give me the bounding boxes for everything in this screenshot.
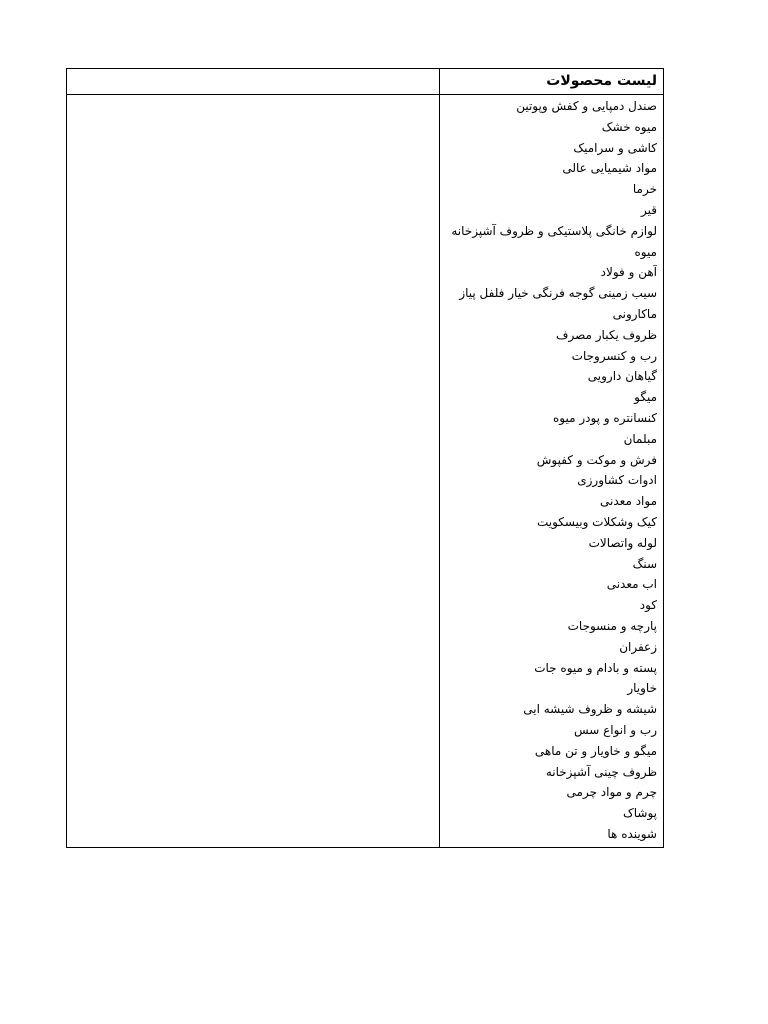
product-list-cell	[440, 95, 664, 848]
list-item: پوشاک	[623, 806, 657, 821]
list-item: صندل دمپایی و کفش وپوتین	[516, 99, 657, 113]
list-item: ظروف یکبار مصرف	[556, 327, 657, 342]
list-item: فرش و موکت و کفپوش	[536, 452, 657, 467]
list-item: لوله واتصالات	[588, 535, 657, 550]
list-item: کاشی و سرامیک	[573, 140, 657, 155]
list-item: کود	[639, 598, 657, 613]
list-item: میگو و خاویار و تن ماهی	[534, 743, 657, 758]
list-item: اب معدنی	[606, 577, 657, 592]
list-item: سنگ	[632, 556, 657, 571]
list-item: پسته و بادام و میوه جات	[534, 660, 657, 675]
list-item: قیر	[641, 202, 657, 217]
list-item: ماکارونی	[612, 306, 657, 321]
list-item: پارچه و منسوجات	[567, 618, 657, 633]
list-item: کنسانتره و پودر میوه	[552, 410, 657, 425]
list-item: شیشه و ظروف شیشه ایی	[523, 702, 657, 717]
table-body-row	[67, 95, 664, 848]
list-item: کیک وشکلات وبیسکویت	[536, 514, 657, 529]
list-item: چرم و مواد چرمی	[566, 785, 657, 800]
list-item: خرما	[632, 182, 657, 197]
list-item: مواد شیمیایی عالی	[562, 161, 657, 176]
list-item: میگو	[634, 390, 657, 405]
empty-header-cell	[67, 69, 440, 95]
empty-body-cell	[67, 95, 440, 848]
list-item: آهن و فولاد	[600, 265, 657, 280]
list-item: خاویار	[627, 681, 657, 696]
list-item: ظروف چینی آشپزخانه	[545, 764, 657, 779]
list-item: زعفران	[619, 639, 657, 654]
list-item: سیب زمینی گوجه فرنگی خیار فلفل پیاز	[459, 286, 657, 301]
list-item: مبلمان	[623, 431, 657, 446]
product-list-table	[66, 68, 664, 848]
list-item: شوینده ها	[607, 826, 657, 841]
list-item: گیاهان دارویی	[587, 369, 657, 384]
list-item: میوه خشک	[601, 119, 657, 134]
table-header-row	[67, 69, 664, 95]
list-item: مواد معدنی	[600, 494, 657, 509]
list-item: رب و کنسروجات	[571, 348, 657, 363]
list-item: لوازم خانگی پلاستیکی و ظروف آشپزخانه	[451, 223, 657, 238]
product-list	[440, 96, 657, 845]
list-item: میوه	[634, 244, 657, 259]
list-item: رب و انواع سس	[573, 722, 657, 737]
product-list-header: لیست محصولات	[440, 69, 664, 95]
list-item: ادوات کشاورزی	[577, 473, 657, 488]
